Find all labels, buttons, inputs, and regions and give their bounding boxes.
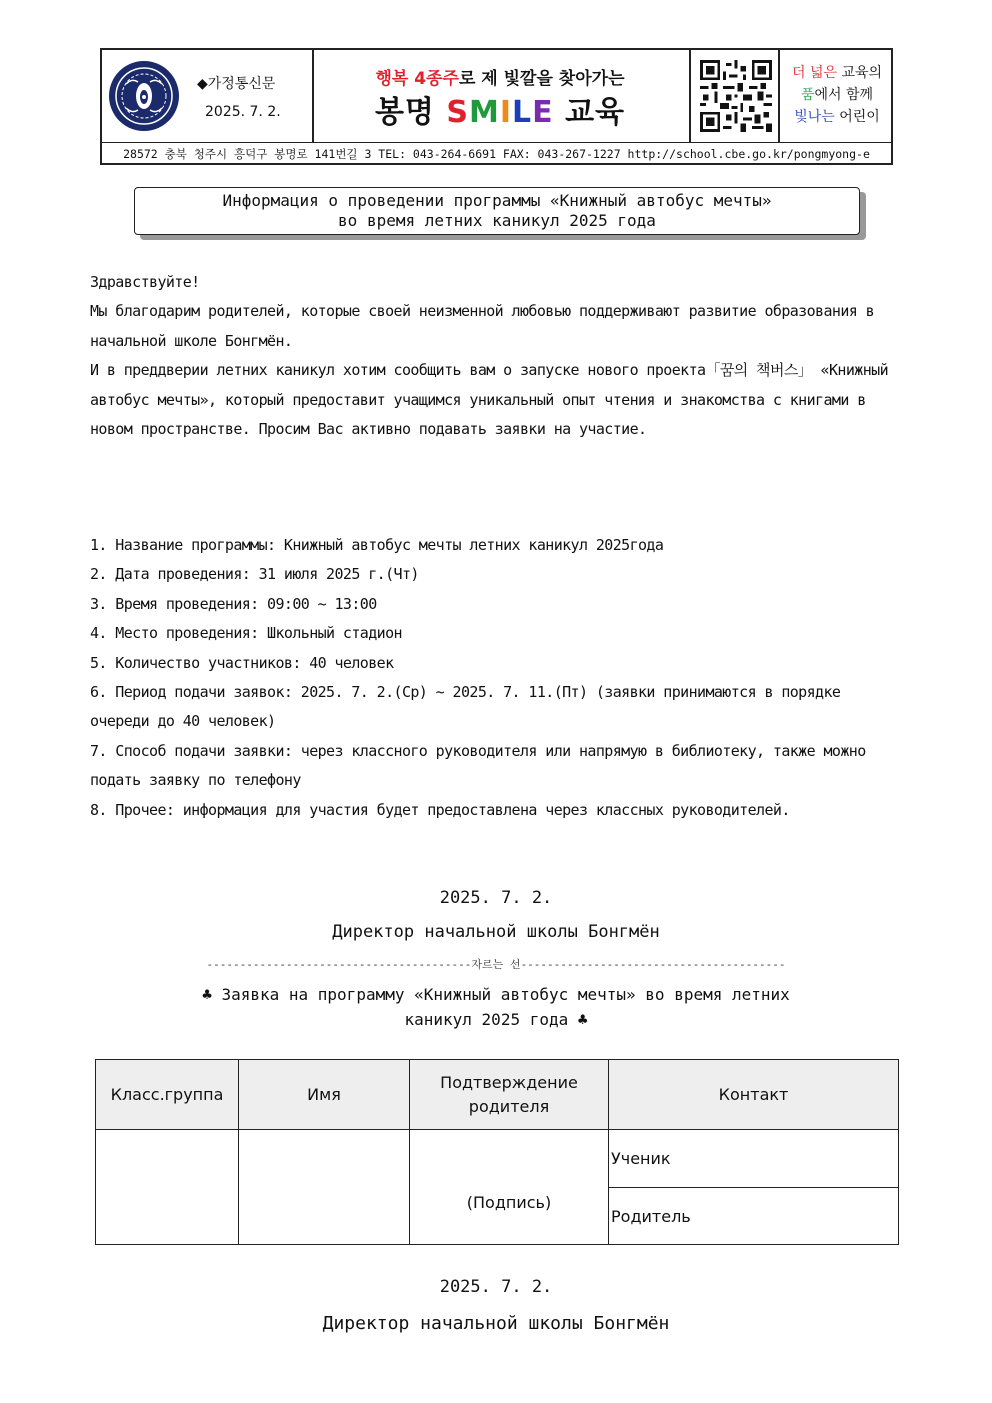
- student-contact-field[interactable]: [609, 1130, 899, 1188]
- header-class-group: Класс.группа: [96, 1060, 239, 1130]
- header-left-info: [197, 70, 281, 126]
- brand-letter-s: S: [446, 95, 469, 130]
- parent-label: Родитель: [611, 1206, 691, 1226]
- header-divider-qr: [778, 50, 780, 142]
- brand-bongmyeong: 봉명: [374, 95, 447, 130]
- brand-letter-i: I: [499, 95, 512, 130]
- intro-paragraph-1: Мы благодарим родителей, которые своей неизменной любовью поддерживают развитие образования в начальной школе Бонгмён.: [90, 302, 875, 350]
- detail-item: 2. Дата проведения: 31 июля 2025 г.(Чт): [90, 565, 419, 584]
- brand-letter-e: E: [532, 95, 554, 130]
- header-divider-right: [689, 50, 691, 142]
- detail-item: 7. Способ подачи заявки: через классного руководителя или напрямую в библиотеку, также можно подать заявку по телефону: [90, 741, 866, 790]
- school-motto: [782, 62, 892, 128]
- header-slogan: [314, 64, 686, 89]
- application-form-title: [0, 982, 992, 1032]
- intro-section: [90, 268, 904, 444]
- detail-item: 5. Количество участников: 40 человек: [90, 653, 394, 672]
- parent-contact-field[interactable]: [609, 1188, 899, 1245]
- class-group-field[interactable]: [96, 1130, 239, 1245]
- detail-item: 4. Место проведения: Школьный стадион: [90, 624, 402, 643]
- newsletter-type: ◆가정통신문: [197, 76, 276, 92]
- slogan-4: 4종주: [414, 69, 459, 89]
- detail-item: 8. Прочее: информация для участия будет предоставлена через классных руководителей.: [90, 800, 790, 819]
- name-field[interactable]: [239, 1130, 410, 1245]
- header-top-row: [102, 50, 891, 143]
- document-title-box: [134, 187, 860, 235]
- motto-line-3: 빛나는 어린이: [794, 109, 880, 125]
- motto-line-2: 품에서 함께: [800, 87, 874, 103]
- signature-label: (Подпись): [466, 1192, 552, 1212]
- header-parent-confirmation: Подтверждение родителя: [410, 1060, 609, 1130]
- parent-signature-field[interactable]: [410, 1130, 609, 1245]
- title-line-2: во время летних каникул 2025 года: [338, 211, 656, 230]
- brand-letter-l: L: [512, 95, 533, 130]
- form-signoff-date: 2025. 7. 2.: [439, 1277, 553, 1297]
- brand-education: 교육: [553, 95, 626, 130]
- signoff-director: Директор начальной школы Бонгмён: [332, 922, 660, 942]
- header-date: 2025. 7. 2.: [205, 104, 281, 120]
- form-title-line-1: ♣ Заявка на программу «Книжный автобус мечты» во время летних: [202, 985, 790, 1004]
- detail-item: 3. Время проведения: 09:00 ~ 13:00: [90, 594, 377, 613]
- detail-item: 1. Название программы: Книжный автобус мечты летних каникул 2025года: [90, 536, 664, 554]
- cut-line-label: 자르는 선: [471, 958, 521, 971]
- form-title-line-2: каникул 2025 года ♣: [404, 1010, 588, 1029]
- form-signoff-director: Директор начальной школы Бонгмён: [322, 1313, 670, 1334]
- title-line-1: Информация о проведении программы «Книжный автобус мечты»: [222, 191, 772, 210]
- header-brand-title: [314, 87, 686, 131]
- header-contact: Контакт: [609, 1060, 899, 1130]
- school-emblem-icon: [108, 60, 180, 132]
- table-header-row: [96, 1060, 899, 1130]
- student-label: Ученик: [611, 1149, 671, 1168]
- application-form-table: [95, 1059, 899, 1245]
- brand-letter-m: M: [468, 95, 500, 130]
- newsletter-header: [100, 48, 893, 165]
- slogan-happy: 행복: [375, 69, 415, 89]
- signoff-date: 2025. 7. 2.: [439, 888, 553, 908]
- table-row: [96, 1130, 899, 1188]
- cut-line: ----------------------------------------자르는 선----------------------------------------: [206, 958, 786, 971]
- program-details: [90, 531, 904, 825]
- greeting: Здравствуйте!: [90, 273, 200, 291]
- slogan-rest: 로 제 빛깔을 찾아가는: [458, 69, 625, 89]
- qr-code-icon: [700, 60, 772, 132]
- motto-line-1: 더 넓은 교육의: [791, 65, 883, 81]
- detail-item: 6. Период подачи заявок: 2025. 7. 2.(Ср) ~ 2025. 7. 11.(Пт) (заявки принимаются в порядке очереди до 40 человек): [90, 683, 841, 731]
- header-name: Имя: [239, 1060, 410, 1130]
- school-address: 28572 충북 청주시 흥덕구 봉명로 141번길 3 TEL: 043-264-6691 FAX: 043-267-1227 http://school.cbe.go.kr/pongmyong-e: [123, 147, 870, 161]
- intro-paragraph-2: И в преддверии летних каникул хотим сообщить вам о запуске нового проекта「꿈의 책버스」 «Книжный автобус мечты», который предоставит учащимся уникальный опыт чтения и знакомства с книгами в новом пространстве. Просим Вас активно подавать заявки на участие.: [90, 361, 889, 439]
